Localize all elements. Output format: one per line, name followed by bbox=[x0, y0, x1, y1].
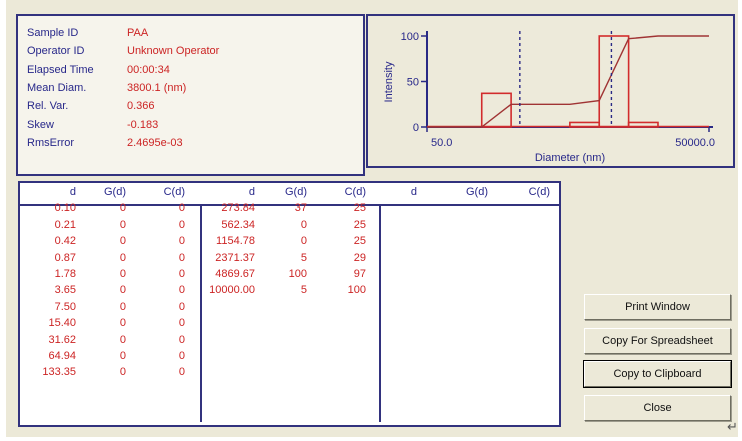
table-cell: 25 bbox=[353, 218, 366, 231]
column-header: d bbox=[69, 186, 76, 198]
x-axis-label: Diameter (nm) bbox=[534, 152, 606, 164]
copy-to-clipboard-button[interactable]: Copy to Clipboard bbox=[584, 361, 731, 387]
table-group-separator bbox=[379, 204, 381, 422]
sample-info-panel bbox=[16, 14, 365, 176]
table-cell: 0 bbox=[178, 251, 185, 264]
info-row bbox=[27, 79, 363, 97]
table-cell: 1154.78 bbox=[216, 235, 255, 248]
info-label: Rel. Var. bbox=[27, 100, 69, 113]
histogram-bar bbox=[482, 93, 511, 127]
table-cell: 273.84 bbox=[221, 202, 255, 215]
table-cell: 0 bbox=[178, 235, 185, 248]
table-cell: 0 bbox=[119, 349, 126, 362]
cumulative-line bbox=[427, 36, 709, 127]
table-cell: 1.78 bbox=[54, 267, 76, 280]
table-cell: 0 bbox=[178, 267, 185, 280]
info-label: Skew bbox=[27, 118, 54, 131]
table-cell: 0 bbox=[178, 333, 185, 346]
table-cell: 5 bbox=[300, 251, 307, 264]
histogram-bar bbox=[599, 36, 628, 127]
table-cell: 0.87 bbox=[54, 251, 76, 264]
table-cell: 0.10 bbox=[54, 202, 76, 215]
info-value: 3800.1 (nm) bbox=[127, 82, 187, 95]
table-cell: 25 bbox=[353, 235, 366, 248]
table-cell: 0 bbox=[119, 300, 126, 313]
info-value: Unknown Operator bbox=[127, 45, 220, 58]
info-row bbox=[27, 97, 363, 115]
info-value: -0.183 bbox=[127, 118, 159, 131]
intensity-chart bbox=[368, 16, 733, 166]
info-label: Mean Diam. bbox=[27, 82, 87, 95]
x-tick-label: 50.0 bbox=[431, 137, 453, 149]
info-value: 0.366 bbox=[127, 100, 155, 113]
table-cell: 37 bbox=[294, 202, 307, 215]
table-cell: 2371.37 bbox=[215, 251, 255, 264]
column-header: d bbox=[248, 186, 255, 198]
x-tick-label: 50000.0 bbox=[675, 137, 715, 149]
table-cell: 0 bbox=[119, 251, 126, 264]
table-cell: 0 bbox=[178, 366, 185, 379]
table-cell: 0 bbox=[119, 267, 126, 280]
table-cell: 0 bbox=[300, 235, 307, 248]
info-row bbox=[27, 61, 363, 79]
info-label: Sample ID bbox=[27, 27, 79, 40]
table-group bbox=[381, 186, 552, 202]
table-cell: 0 bbox=[300, 218, 307, 231]
histogram-bar bbox=[570, 122, 599, 127]
y-tick-label: 100 bbox=[400, 31, 419, 43]
table-cell: 0 bbox=[178, 284, 185, 297]
print-window-button[interactable]: Print Window bbox=[584, 294, 731, 320]
table-cell: 15.40 bbox=[48, 317, 76, 330]
table-cell: 5 bbox=[300, 284, 307, 297]
y-tick-label: 0 bbox=[412, 122, 419, 134]
table-cell: 133.35 bbox=[42, 366, 76, 379]
info-row bbox=[27, 134, 363, 152]
table-cell: 0 bbox=[178, 317, 185, 330]
table-cell: 0 bbox=[119, 333, 126, 346]
table-cell: 64.94 bbox=[48, 349, 76, 362]
table-cell: 0.42 bbox=[54, 235, 76, 248]
table-cell: 25 bbox=[353, 202, 366, 215]
table-cell: 0 bbox=[178, 300, 185, 313]
column-header: C(d) bbox=[344, 186, 366, 198]
table-cell: 10000.00 bbox=[209, 284, 255, 297]
column-header: G(d) bbox=[104, 186, 126, 198]
table-cell: 0 bbox=[119, 366, 126, 379]
distribution-table bbox=[18, 181, 561, 427]
table-cell: 0.21 bbox=[54, 218, 76, 231]
copy-for-spreadsheet-button[interactable]: Copy For Spreadsheet bbox=[584, 328, 731, 354]
table-cell: 31.62 bbox=[48, 333, 76, 346]
column-header: C(d) bbox=[528, 186, 550, 198]
column-header: G(d) bbox=[285, 186, 307, 198]
column-header: d bbox=[410, 186, 417, 198]
info-value: 2.4695e-03 bbox=[127, 136, 183, 149]
table-cell: 0 bbox=[178, 218, 185, 231]
table-cell: 3.65 bbox=[54, 284, 76, 297]
intensity-chart-panel bbox=[366, 14, 735, 168]
table-cell: 97 bbox=[353, 267, 366, 280]
table-cell: 4869.67 bbox=[215, 267, 255, 280]
table-group bbox=[20, 186, 187, 383]
table-cell: 100 bbox=[347, 284, 366, 297]
info-row bbox=[27, 115, 363, 133]
table-cell: 562.34 bbox=[221, 218, 255, 231]
table-cell: 100 bbox=[288, 267, 307, 280]
histogram-bar bbox=[629, 122, 658, 127]
results-dialog bbox=[6, 0, 738, 437]
table-cell: 0 bbox=[119, 202, 126, 215]
table-cell: 29 bbox=[353, 251, 366, 264]
table-group bbox=[202, 186, 368, 301]
info-value: PAA bbox=[127, 27, 149, 40]
table-cell: 0 bbox=[119, 235, 126, 248]
column-header: C(d) bbox=[163, 186, 185, 198]
info-label: Elapsed Time bbox=[27, 63, 94, 76]
info-row bbox=[27, 42, 363, 60]
y-axis-label: Intensity bbox=[383, 61, 395, 103]
table-cell: 0 bbox=[178, 349, 185, 362]
table-cell: 0 bbox=[178, 202, 185, 215]
return-mark: ↵ bbox=[727, 419, 738, 434]
info-label: RmsError bbox=[27, 136, 75, 149]
table-cell: 0 bbox=[119, 218, 126, 231]
table-cell: 0 bbox=[119, 317, 126, 330]
table-cell: 0 bbox=[119, 284, 126, 297]
table-cell: 7.50 bbox=[54, 300, 76, 313]
info-label: Operator ID bbox=[27, 45, 85, 58]
close-button[interactable]: Close bbox=[584, 395, 731, 421]
info-value: 00:00:34 bbox=[127, 63, 170, 76]
column-header: G(d) bbox=[466, 186, 488, 198]
y-tick-label: 50 bbox=[406, 76, 419, 89]
info-row bbox=[27, 24, 363, 42]
